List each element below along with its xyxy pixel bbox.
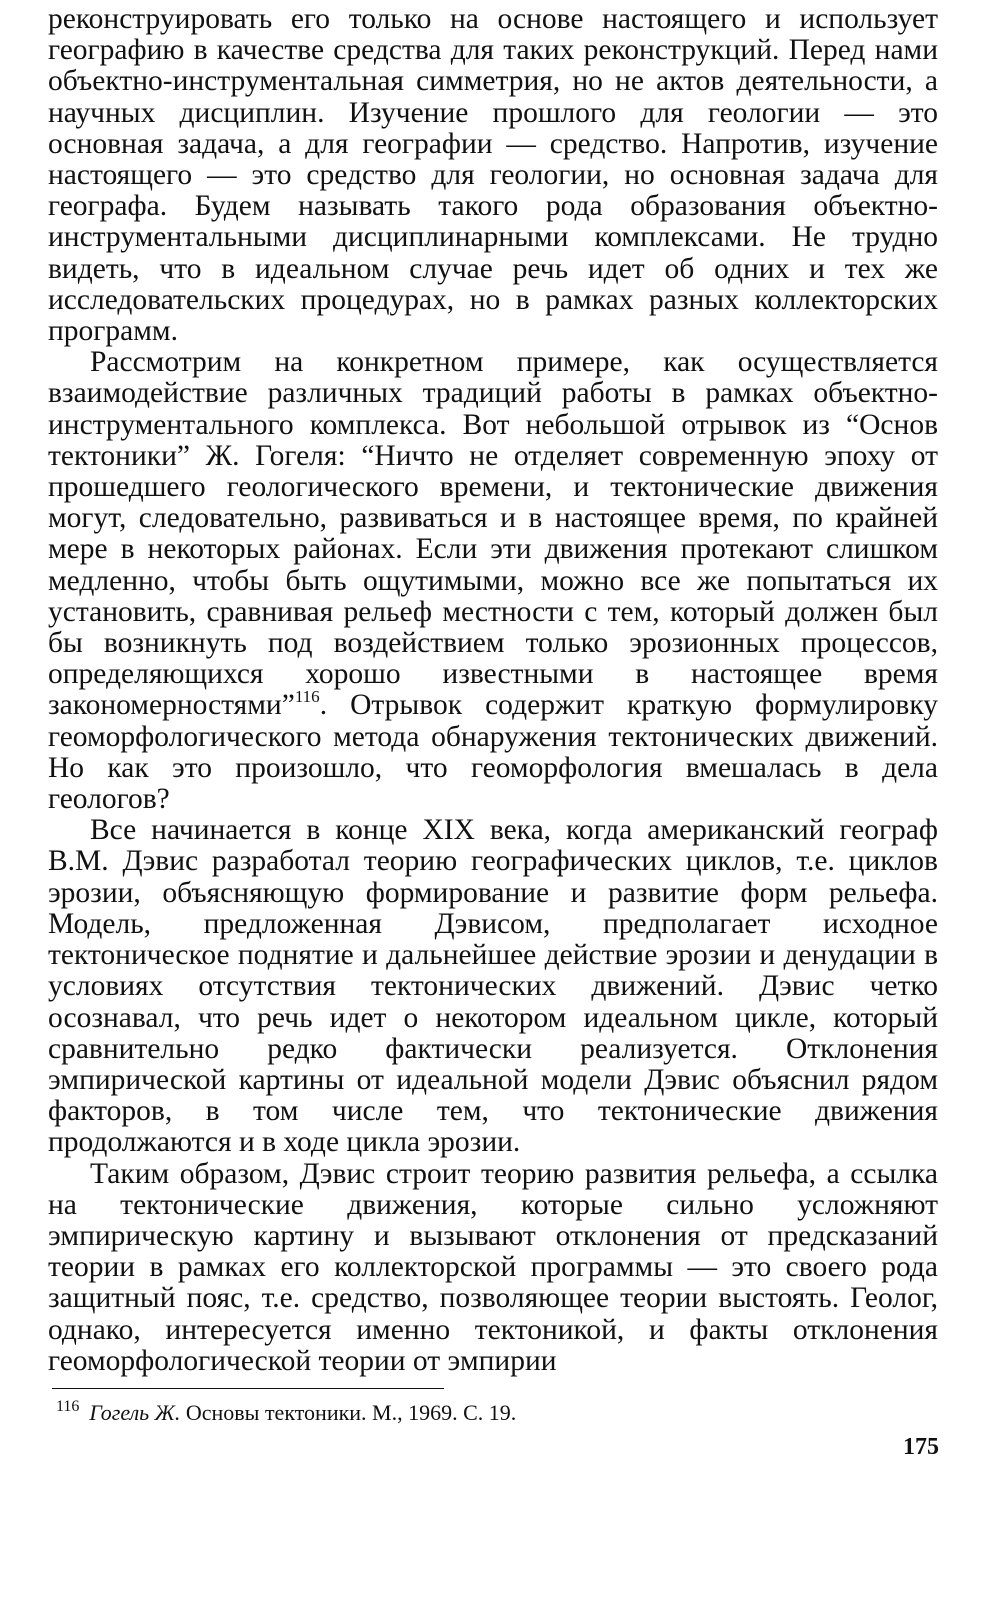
paragraph-2-text-before-ref: Рассмотрим на конкретном примере, как осуществляется взаимодействие различных традиций работы в рамках объектно-инструментального комплекса. Вот небольшой отрывок из “Основ тектоники” Ж. Гогеля: “Ничто не отделяет современную эпоху от прошедшего геологического времени, и тектонические движения могут, следовательно, развиваться и в настоящее время, по крайней мере в некоторых районах. Если эти движения протекают слишком медленно, чтобы быть ощутимыми, можно все же попытаться их установить, сравнивая рельеф местности с тем, который должен был бы возникнуть под воздействием только эрозионных процессов, определяющихся хорошо известными в настоящее время закономерностями”: [48, 346, 938, 722]
footnote-number: 116: [56, 1398, 80, 1415]
paragraph-1: реконструировать его только на основе настоящего и использует географию в качестве средства для таких реконструкций. Перед нами объектно-инструментальная симметрия, но не актов деятельности, а научных дисциплин. Изучение прошлого для геологии — это основная задача, а для географии — средство. Напротив, изучение настоящего — это средство для геологии, но основная задача для географа. Будем называть такого рода образования объектно-инструментальными дисциплинарными комплексами. Не трудно видеть, что в идеальном случае речь идет об одних и тех же исследовательских процедурах, но в рамках разных коллекторских программ.: [48, 3, 938, 348]
paragraph-4: Таким образом, Дэвис строит теорию развития рельефа, а ссылка на тектонические движения, которые сильно усложняют эмпирическую картину и вызывают отклонения от предсказаний теории в рамках его коллекторской программы — это своего рода защитный пояс, т.е. средство, позволяющее теории выстоять. Геолог, однако, интересуется именно тектоникой, и факты отклонения геоморфологической теории от эмпирии: [48, 1157, 938, 1377]
paragraph-3: Все начинается в конце XIX века, когда американский географ В.М. Дэвис разработал теорию географических циклов, т.е. циклов эрозии, объясняющую формирование и развитие форм рельефа. Модель, предложенная Дэвисом, предполагает исходное тектоническое поднятие и дальнейшее действие эрозии и денудации в условиях отсутствия тектонических движений. Дэвис четко осознавал, что речь идет о некотором идеальном цикле, который сравнительно редко фактически реализуется. Отклонения эмпирической картины от идеальной модели Дэвис объяснил рядом факторов, в том числе тем, что тектонические движения продолжаются и в ходе цикла эрозии.: [48, 814, 938, 1159]
page-number: 175: [903, 1434, 939, 1460]
paragraph-2: [48, 347, 938, 815]
footnote: [56, 1398, 916, 1428]
body-text: [48, 4, 938, 1377]
footnote-reference[interactable]: 116: [294, 687, 320, 707]
footnote-author: Гогель Ж.: [89, 1400, 181, 1425]
footnote-divider: [52, 1388, 444, 1389]
paragraph-2-text-after-ref: . Отрывок содержит краткую формулировку геоморфологического метода обнаружения тектонических движений. Но как это произошло, что геоморфология вмешалась в дела геологов?: [48, 689, 938, 816]
footnote-citation: Основы тектоники. М., 1969. С. 19.: [185, 1400, 517, 1425]
